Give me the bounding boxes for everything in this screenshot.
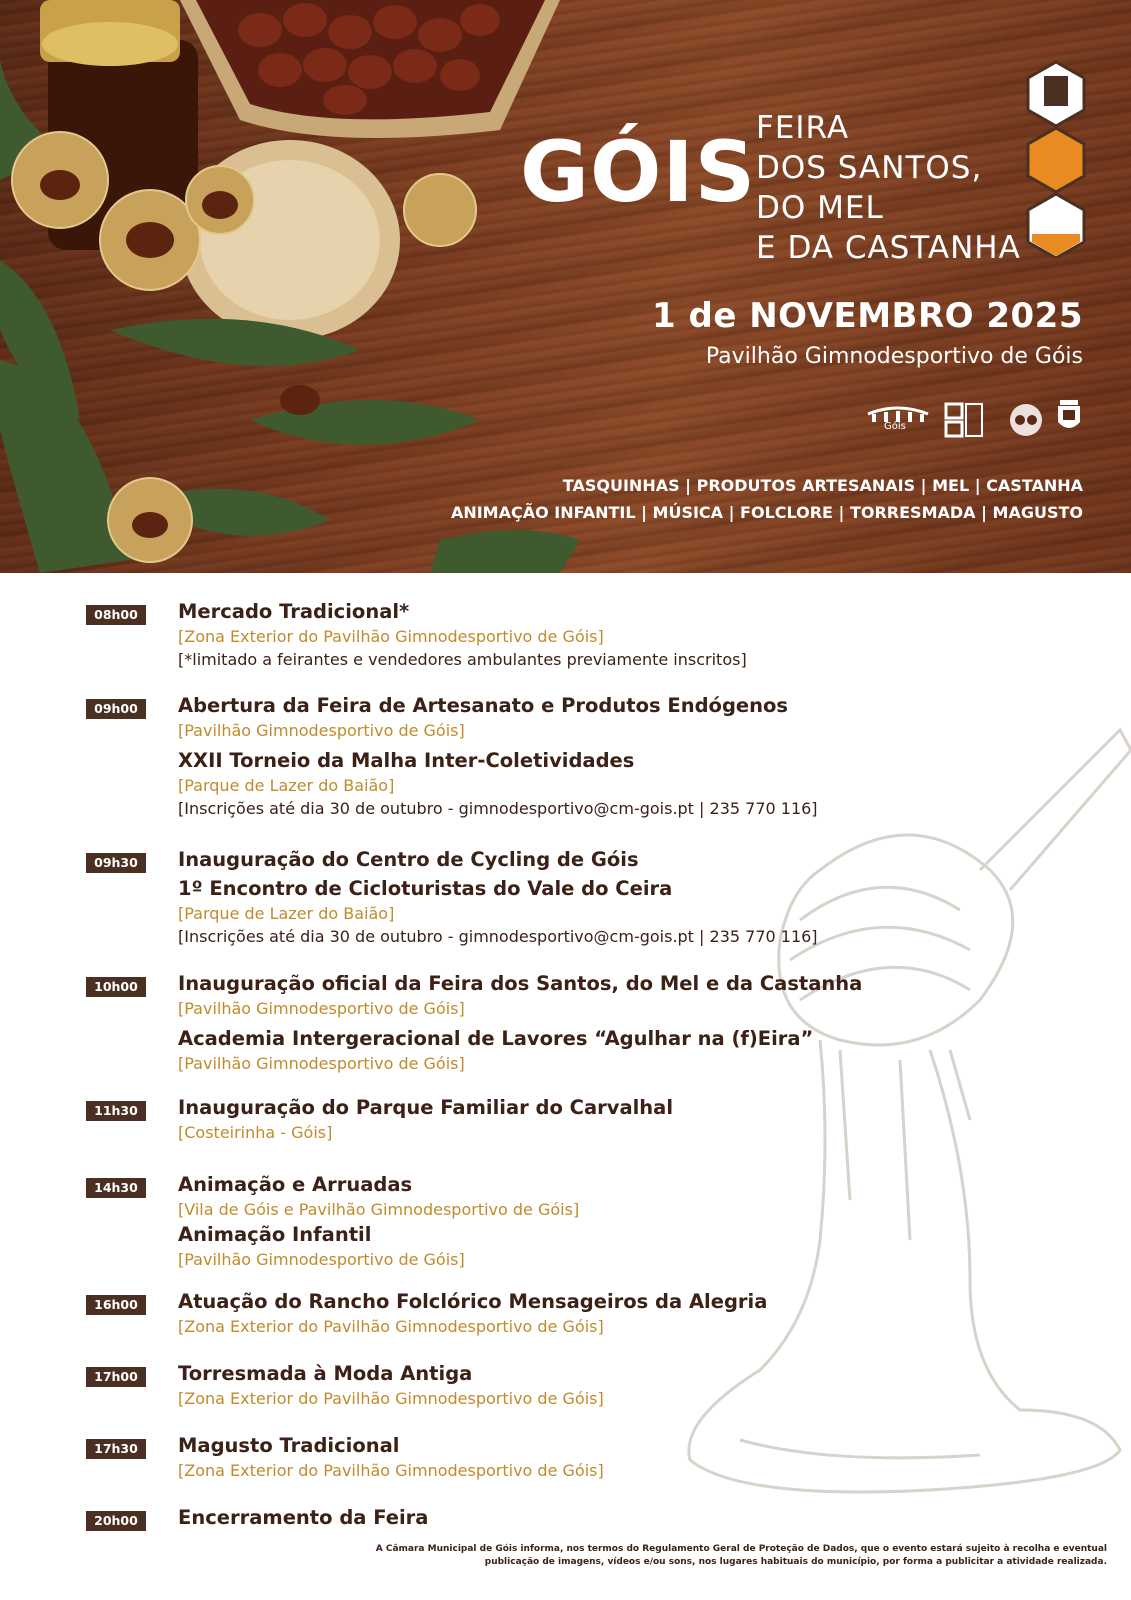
event-location: [Zona Exterior do Pavilhão Gimnodesportivo de Góis] <box>178 627 604 646</box>
slot-events <box>178 692 1078 821</box>
event-location: [Pavilhão Gimnodesportivo de Góis] <box>178 1054 465 1073</box>
slot-events <box>178 970 1078 1075</box>
time-badge: 10h00 <box>86 977 146 997</box>
time-badge: 14h30 <box>86 1178 146 1198</box>
event-title: Inauguração do Parque Familiar do Carvalhal <box>178 1096 674 1119</box>
event-note: [Inscrições até dia 30 de outubro - gimnodesportivo@cm-gois.pt | 235 770 116] <box>178 799 818 818</box>
time-badge: 20h00 <box>86 1511 146 1531</box>
gdpr-disclaimer: A Câmara Municipal de Góis informa, nos termos do Regulamento Geral de Proteção de Dados, que o evento estará sujeito à recolha e eventual publicação de imagens, vídeos e/ou sons, nos lugares habituais do município, por forma a publicitar a atividade realizada. <box>375 1544 1107 1567</box>
event-title: Animação Infantil <box>178 1223 372 1246</box>
event-title: Atuação do Rancho Folclórico Mensageiros da Alegria <box>178 1290 768 1313</box>
event-title: Academia Intergeracional de Lavores “Agulhar na (f)Eira” <box>178 1027 814 1050</box>
brand-title: GÓIS <box>520 123 757 221</box>
slot-events <box>178 1094 1078 1144</box>
slot-events <box>178 1171 1078 1271</box>
event-location: [Pavilhão Gimnodesportivo de Góis] <box>178 999 465 1018</box>
slot-events <box>178 1360 1078 1410</box>
slot-events <box>178 846 1078 949</box>
event-note: [*limitado a feirantes e vendedores ambulantes previamente inscritos] <box>178 650 747 669</box>
event-title: Torresmada à Moda Antiga <box>178 1362 473 1385</box>
time-badge: 09h00 <box>86 699 146 719</box>
event-location: [Parque de Lazer do Baião] <box>178 776 395 795</box>
event-location: [Zona Exterior do Pavilhão Gimnodesportivo de Góis] <box>178 1389 604 1408</box>
time-badge: 08h00 <box>86 605 146 625</box>
event-location: [Costeirinha - Góis] <box>178 1123 333 1142</box>
fair-name-line: E DA CASTANHA <box>756 230 1021 266</box>
gois-logo-label: Góis <box>884 421 906 432</box>
fair-name-line: DOS SANTOS, <box>756 150 983 186</box>
time-badge: 11h30 <box>86 1101 146 1121</box>
event-location: [Zona Exterior do Pavilhão Gimnodesportivo de Góis] <box>178 1317 604 1336</box>
event-title: 1º Encontro de Cicloturistas do Vale do Ceira <box>178 877 673 900</box>
activities-line: ANIMAÇÃO INFANTIL | MÚSICA | FOLCLORE | TORRESMADA | MAGUSTO <box>450 503 1083 522</box>
time-badge: 17h00 <box>86 1367 146 1387</box>
slot-events <box>178 1504 1078 1531</box>
event-location: [Zona Exterior do Pavilhão Gimnodesportivo de Góis] <box>178 1461 604 1480</box>
event-venue: Pavilhão Gimnodesportivo de Góis <box>705 344 1083 369</box>
event-location: [Vila de Góis e Pavilhão Gimnodesportivo de Góis] <box>178 1200 580 1219</box>
fair-name-line: DO MEL <box>756 190 884 226</box>
time-badge: 16h00 <box>86 1295 146 1315</box>
slot-events <box>178 1432 1078 1482</box>
event-title: Inauguração do Centro de Cycling de Góis <box>178 848 639 871</box>
event-title: Inauguração oficial da Feira dos Santos, do Mel e da Castanha <box>178 972 863 995</box>
event-date: 1 de NOVEMBRO 2025 <box>651 296 1083 336</box>
time-badge: 09h30 <box>86 853 146 873</box>
event-title: XXII Torneio da Malha Inter-Coletividades <box>178 749 635 772</box>
fair-name-line: FEIRA <box>756 110 850 146</box>
event-title: Animação e Arruadas <box>178 1173 413 1196</box>
event-title: Abertura da Feira de Artesanato e Produtos Endógenos <box>178 694 789 717</box>
event-title: Encerramento da Feira <box>178 1506 429 1529</box>
slot-events <box>178 598 1078 672</box>
activities-line: TASQUINHAS | PRODUTOS ARTESANAIS | MEL | CASTANHA <box>562 476 1083 495</box>
event-location: [Parque de Lazer do Baião] <box>178 904 395 923</box>
slot-events <box>178 1288 1078 1338</box>
time-badge: 17h30 <box>86 1439 146 1459</box>
event-note: [Inscrições até dia 30 de outubro - gimnodesportivo@cm-gois.pt | 235 770 116] <box>178 927 818 946</box>
event-title: Magusto Tradicional <box>178 1434 400 1457</box>
event-location: [Pavilhão Gimnodesportivo de Góis] <box>178 721 465 740</box>
event-title: Mercado Tradicional* <box>178 600 410 623</box>
event-location: [Pavilhão Gimnodesportivo de Góis] <box>178 1250 465 1269</box>
